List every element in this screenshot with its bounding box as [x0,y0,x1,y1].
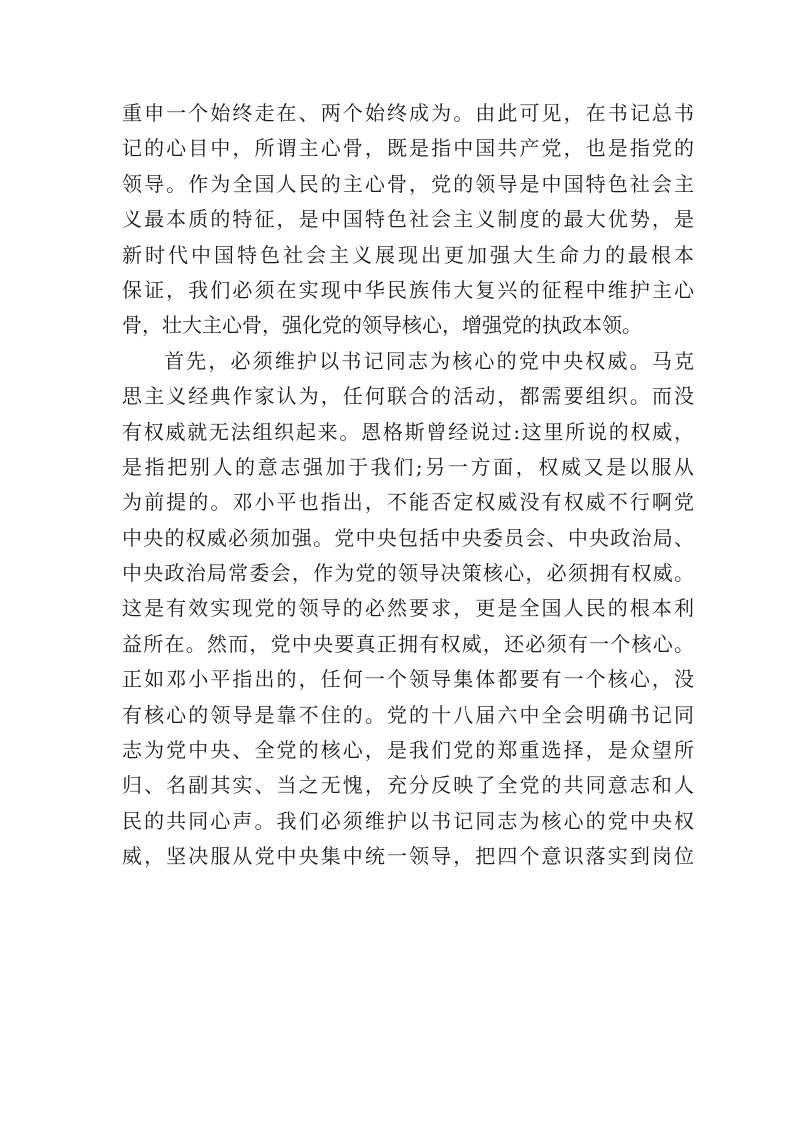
text-line: 新时代中国特色社会主义展现出更加强大生命力的最根本 [122,242,694,267]
text-line: 这是有效实现党的领导的必然要求，更是全国人民的根本利 [122,596,694,621]
text-line: 正如邓小平指出的，任何一个领导集体都要有一个核心，没 [122,667,694,692]
text-line: 有权威就无法组织起来。恩格斯曾经说过:这里所说的权威， [122,419,694,444]
text-line: 威，坚决服从党中央集中统一领导，把四个意识落实到岗位 [122,844,694,869]
text-line: 思主义经典作家认为，任何联合的活动，都需要组织。而没 [122,384,694,409]
text-line: 记的心目中，所谓主心骨，既是指中国共产党，也是指党的 [122,136,694,161]
text-line: 中央的权威必须加强。党中央包括中央委员会、中央政治局、 [122,525,694,550]
text-line: 有核心的领导是靠不住的。党的十八届六中全会明确书记同 [122,702,694,727]
text-line: 领导。作为全国人民的主心骨，党的领导是中国特色社会主 [122,171,694,196]
text-line: 中央政治局常委会，作为党的领导决策核心，必须拥有权威。 [122,561,694,586]
text-line: 重申一个始终走在、两个始终成为。由此可见，在书记总书 [122,101,694,125]
text-line: 义最本质的特征，是中国特色社会主义制度的最大优势，是 [122,207,694,232]
text-line: 是指把别人的意志强加于我们;另一方面，权威又是以服从 [122,454,694,479]
text-line: 为前提的。邓小平也指出，不能否定权威没有权威不行啊党 [122,490,694,515]
text-line: 骨，壮大主心骨，强化党的领导核心，增强党的执政本领。 [122,313,642,338]
text-line: 归、名副其实、当之无愧，充分反映了全党的共同意志和人 [122,773,694,798]
text-line: 志为党中央、全党的核心，是我们党的郑重选择，是众望所 [122,738,694,763]
body-text [122,96,694,875]
paragraph-start-line: 首先，必须维护以书记同志为核心的党中央权威。马克 [164,348,694,373]
text-line: 益所在。然而，党中央要真正拥有权威，还必须有一个核心。 [122,631,694,656]
text-line: 保证，我们必须在实现中华民族伟大复兴的征程中维护主心 [122,277,694,302]
text-line: 民的共同心声。我们必须维护以书记同志为核心的党中央权 [122,808,694,833]
